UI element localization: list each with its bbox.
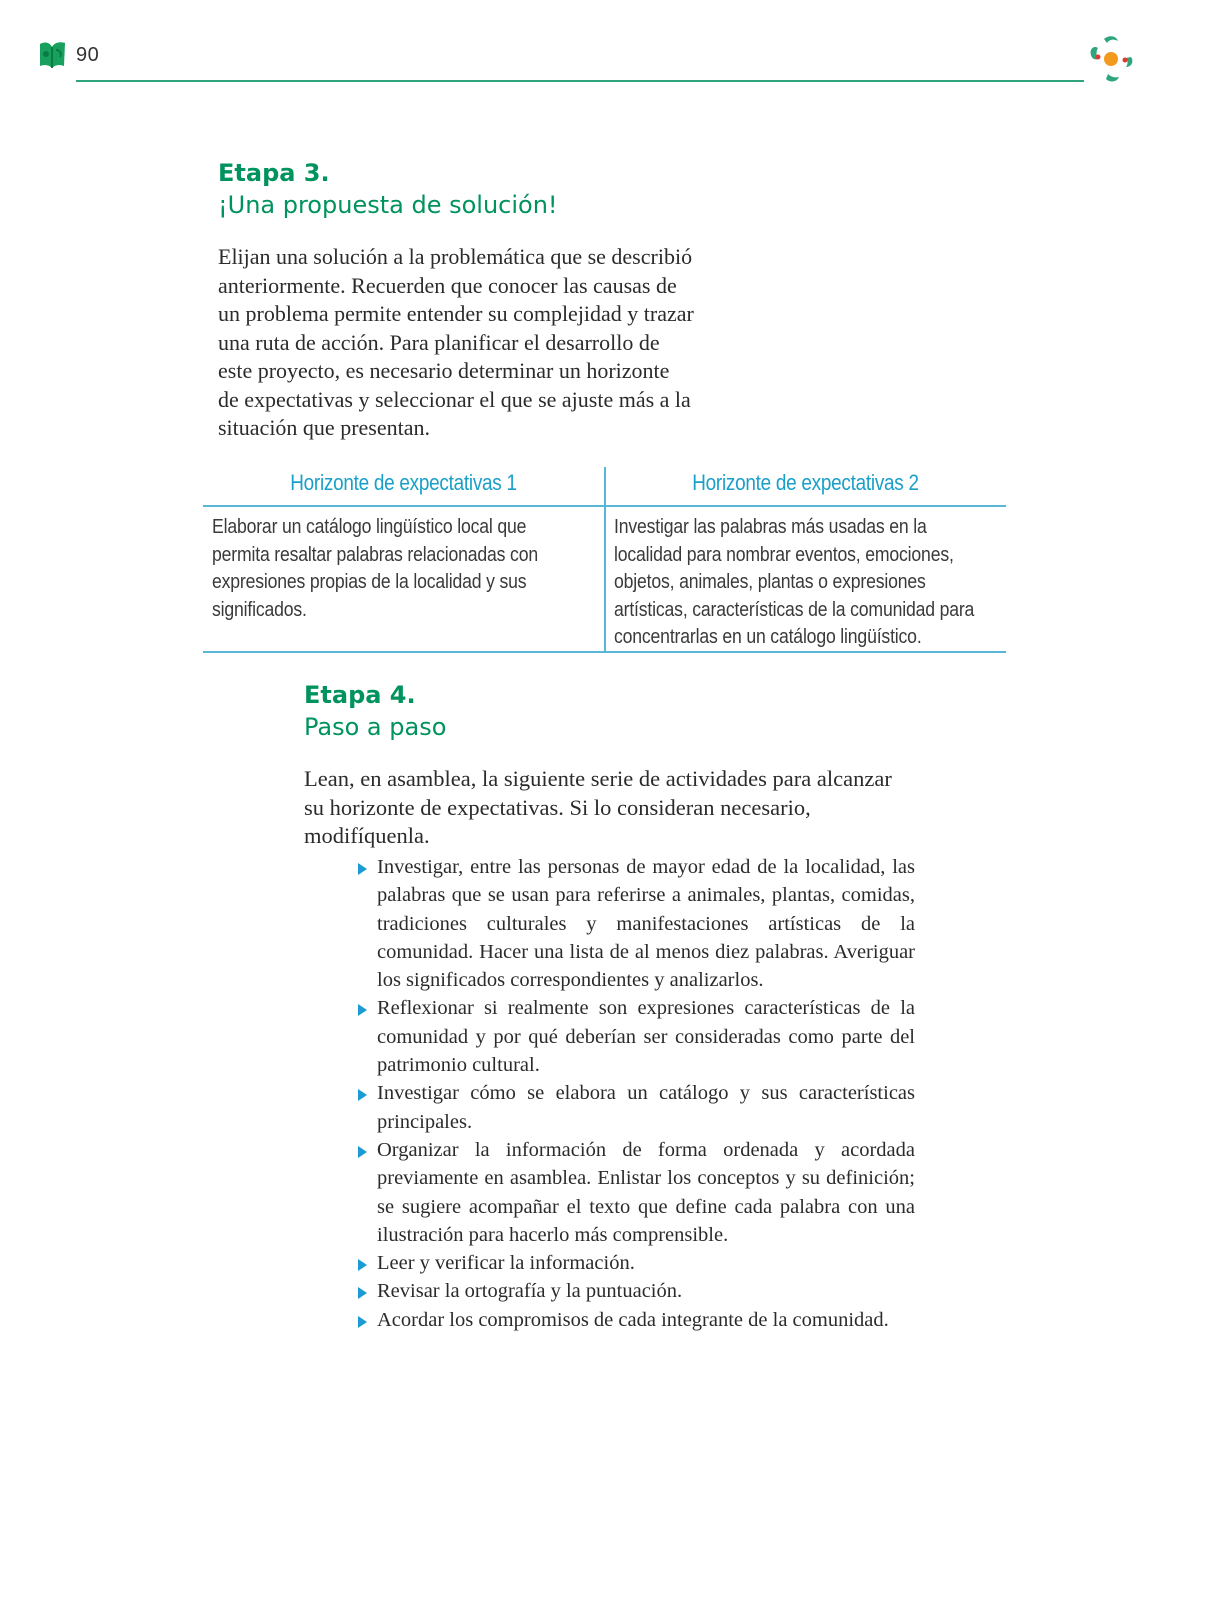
expectations-table [203,467,1006,653]
green-book-icon [36,38,68,72]
cell-line: localidad para nombrar eventos, emociones, [614,542,954,566]
header-rule [76,80,1084,82]
list-item [355,1277,915,1305]
cell-line: objetos, animales, plantas o expresiones [614,570,926,593]
etapa3-title: Etapa 3. [218,159,330,187]
cell-line: significados. [212,597,307,621]
triangle-bullet-icon [358,1259,367,1271]
table-column-2 [605,467,1006,653]
cell-line: concentrarlas en un catálogo lingüístico. [614,625,922,648]
list-item [355,1249,915,1277]
table-cell-1 [212,513,590,623]
cell-line: Elaborar un catálogo lingüístico local que [212,515,527,538]
page-number: 90 [76,44,100,66]
paragraph-line: una ruta de acción. Para planificar el desarrollo de [218,329,660,355]
activity-text: Investigar cómo se elabora un catálogo y sus características principales. [377,1082,915,1133]
table-column-1 [203,467,604,653]
paragraph-line: Elijan una solución a la problemática que se describió [218,244,693,269]
activity-text: Reflexionar si realmente son expresiones características de la comunidad y por qué deberían ser consideradas como parte del patrimonio cultural. [377,997,915,1077]
table-header-1: Horizonte de expectativas 1 [290,470,517,495]
cell-line: artísticas, características de la comunidad para [614,597,975,621]
paragraph-line: su horizonte de expectativas. Si lo consideran necesario, [304,794,811,820]
cell-line: Investigar las palabras más usadas en la [614,515,927,538]
cell-line: expresiones propias de la localidad y sus [212,570,527,593]
activity-list [355,853,915,1334]
etapa3-subtitle: ¡Una propuesta de solución! [218,191,558,219]
etapa3-heading [218,157,558,221]
paragraph-line: Lean, en asamblea, la siguiente serie de actividades para alcanzar [304,766,892,791]
list-item [355,853,915,994]
paragraph-line: situación que presentan. [218,415,430,440]
list-item [355,1136,915,1249]
paragraph-line: de expectativas y seleccionar el que se ajuste más a la [218,386,691,412]
cell-line: permita resaltar palabras relacionadas con [212,542,538,566]
etapa4-paragraph [304,765,924,851]
list-item [355,1079,915,1136]
etapa3-paragraph [218,243,738,443]
table-cell-2 [614,513,992,651]
paragraph-line: anteriormente. Recuerden que conocer las causas de [218,272,677,298]
activity-text: Organizar la información de forma ordenada y acordada previamente en asamblea. Enlistar los conceptos y su definición; se sugiere acompañar el texto que define cada palabra con una ilustración para hacerlo más comprensible. [377,1138,915,1246]
list-item [355,1306,915,1334]
activity-text: Leer y verificar la información. [377,1252,635,1275]
paragraph-line: este proyecto, es necesario determinar un horizonte [218,358,670,383]
etapa4-title: Etapa 4. [304,681,416,709]
triangle-bullet-icon [358,1089,367,1101]
etapa4-heading [304,679,446,743]
triangle-bullet-icon [358,1004,367,1016]
colorful-flower-icon [1086,33,1136,85]
paragraph-line: un problema permite entender su complejidad y trazar [218,301,694,326]
triangle-bullet-icon [358,1287,367,1299]
activity-text: Investigar, entre las personas de mayor edad de la localidad, las palabras que se usan para referirse a animales, plantas, comidas, tradiciones culturales y manifestaciones artísticas de la comunidad. Hacer una lista de al menos diez palabras. Averiguar los significados correspondientes y analizarlos. [377,856,915,992]
triangle-bullet-icon [358,863,367,875]
triangle-bullet-icon [358,1316,367,1328]
list-item [355,994,915,1079]
triangle-bullet-icon [358,1146,367,1158]
activity-text: Revisar la ortografía y la puntuación. [377,1280,683,1303]
paragraph-line: modifíquenla. [304,823,430,848]
table-header-2: Horizonte de expectativas 2 [692,470,919,495]
activity-text: Acordar los compromisos de cada integrante de la comunidad. [377,1308,889,1331]
etapa4-subtitle: Paso a paso [304,713,447,741]
